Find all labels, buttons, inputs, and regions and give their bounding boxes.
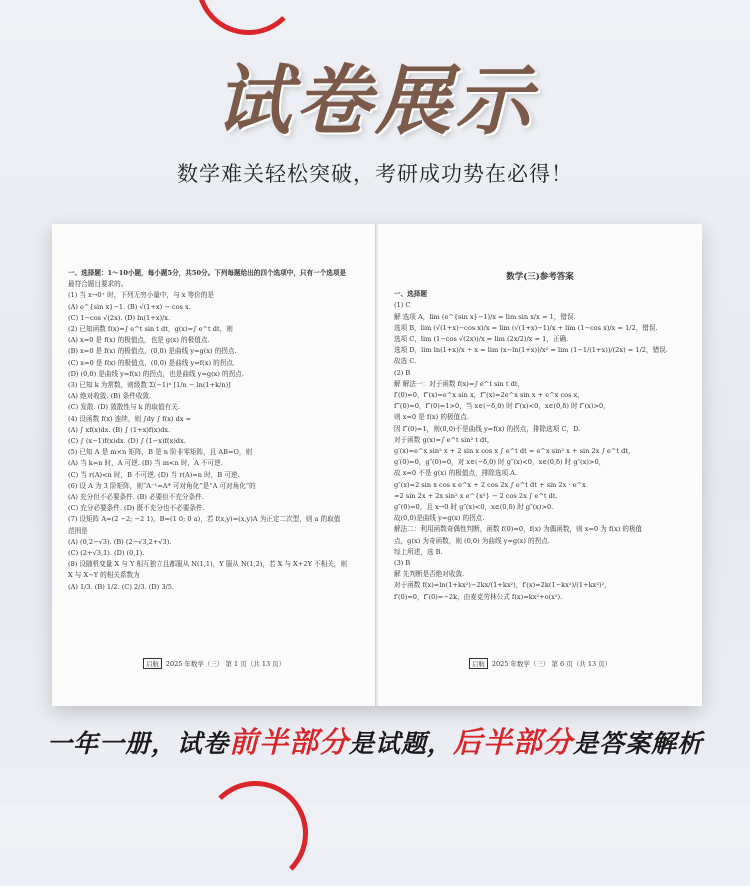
text-line: (C) 充分必要条件. (D) 既不充分也不必要条件. <box>68 504 205 513</box>
decorative-arc-bottom <box>203 781 308 886</box>
text-line: 故(0,0)是曲线 y=g(x) 的拐点. <box>394 514 485 523</box>
answer-title: 数学(三)参考答案 <box>506 272 574 282</box>
text-line: (A) (0,2−√3). (B) (2−√3,2+√3). <box>68 537 172 546</box>
text-line: (A) x=0 是 f(x) 的极值点，也是 g(x) 的极值点. <box>68 336 210 345</box>
publisher-logo: 启航 <box>469 658 488 669</box>
text-line: (3) 已知 k 为常数，则级数 Σ(−1)ⁿ [1/n − ln(1+k/n)] <box>68 381 231 390</box>
text-line: (A) 1/3. (B) 1/2. (C) 2/3. (D) 3/5. <box>68 582 175 591</box>
text-line: (C) 当 r(A)<n 时，B 不可逆. (D) 当 r(A)=n 时，B 可逆. <box>68 470 240 479</box>
text-line: (C) (2+√3,1). (D) (0,1). <box>68 549 145 558</box>
text-line: (C) x=0 是 f(x) 的极值点，(0,0) 是曲线 y=f(x) 的拐点. <box>68 358 236 367</box>
text-line: g″(x)=2 sin x cos x e^x + 2 cos 2x ∫ e^t dt + sin 2x · e^x <box>394 480 586 489</box>
tagline-part: 一年一册，试卷 <box>46 729 229 758</box>
text-line: (A) 绝对收敛. (B) 条件收敛. <box>68 392 152 401</box>
page-footer-right: 启航 2025 年数学（三） 第 6 页（共 13 页） <box>378 658 702 669</box>
text-line: (B) x=0 是 f(x) 的极值点，(0,0) 是曲线 y=g(x) 的拐点. <box>68 347 237 356</box>
text-line: 点，g(x) 为奇函数，则 (0,0) 为曲线 y=g(x) 的拐点. <box>394 536 550 545</box>
text-line: 对于函数 g(x)=∫ e^t sin² t dt， <box>394 435 494 444</box>
text-line: (1) 当 x→0⁺ 时，下列无穷小量中，与 x 等价的是 <box>68 291 214 300</box>
page-footer-left: 启航 2025 年数学（三） 第 1 页（共 13 页） <box>52 658 376 669</box>
text-line: =2 sin 2x + 2x sin² x e^{x²} − 2 cos 2x ∫ e^t dt. <box>394 491 558 500</box>
text-line: 解 解法一：对于函数 f(x)=∫ e^t sin t dt， <box>394 379 525 388</box>
text-line: 范围是 <box>68 526 88 535</box>
text-line: (A) 当 k=n 时，A 可逆. (B) 当 m<n 时，A 不可逆. <box>68 459 223 468</box>
text-line: (8) 设随机变量 X 与 Y 相互独立且都服从 N(1,1)，Y 服从 N(1,2)，若 X 与 X+2Y 不相关，则 <box>68 560 347 569</box>
text-line: 最符合题目要求的。 <box>68 280 128 289</box>
text-line: (C) ∫ (x−1)f(x)dx. (D) ∫ (1−x)f(x)dx. <box>68 437 186 446</box>
text-line: (2) 已知函数 f(x)=∫ e^t sin t dt，g(x)=∫ e^t dt，则 <box>68 325 233 334</box>
text-line: 故 x=0 不是 g(x) 的极值点，排除选项 A. <box>394 469 517 478</box>
text-line: (C) 发散. (D) 敛散性与 k 的取值有关. <box>68 403 180 412</box>
exam-question-page <box>52 224 376 706</box>
text-line: (D) (0,0) 是曲线 y=f(x) 的拐点，也是曲线 y=g(x) 的拐点. <box>68 369 244 378</box>
text-line: (1) C <box>394 301 411 310</box>
text-line: (6) 设 A 为 3 阶矩阵，则“A⁻¹=A* 可对角化”是“A 可对角化”的 <box>68 481 256 490</box>
answer-page <box>378 224 702 706</box>
text-line: g′(x)=e^x sin² x + 2 sin x cos x ∫ e^t dt = e^x sin² x + sin 2x ∫ e^t dt， <box>394 447 635 456</box>
text-line: 选项 C，lim (1−cos √(2x))/x = lim (2x/2)/x = 1，正确. <box>394 335 569 344</box>
text-line: (A) 充分但不必要条件. (B) 必要但不充分条件. <box>68 493 204 502</box>
text-line: (C) 1−cos √(2x). (D) ln(1+x)/x. <box>68 313 171 322</box>
text-line: 对于函数 f(x)=ln(1+kx²)−2kx/(1+kx²)，f′(x)=2k(1−kx²)/(1+kx²)²， <box>394 581 611 590</box>
subtitle: 数学难关轻松突破，考研成功势在必得！ <box>177 162 573 186</box>
text-line: 解 选项 A，lim (e^{sin x}−1)/x = lim sin x/x = 1，错误. <box>394 312 576 321</box>
text-line: 因 f″(0)=1，则(0,0)不是曲线 y=f(x) 的拐点，排除选项 C，D. <box>394 424 581 433</box>
text-line: 解法二：利用函数奇偶性判断，函数 f(0)=0，f(x) 为偶函数，则 x=0 为 f(x) 的极值 <box>394 525 643 534</box>
text-line: (A) ∫ xf(x)dx. (B) ∫ (1+x)f(x)dx. <box>68 425 171 434</box>
text-line: g′(0)=0，g″(0)=0，对 x∈(−δ,0) 时 g″(x)<0，x∈(0,δ) 时 g″(x)>0， <box>394 458 606 467</box>
text-line: f‴(0)=0，f″(0)=1>0，当 x∈(−δ,0) 时 f″(x)<0，x∈(0,δ) 时 f″(x)>0， <box>394 402 610 411</box>
text-line: 选项 D，lim ln(1+x)/x ÷ x = lim (x−ln(1+x))/x² = lim (1−1/(1+x))/(2x) = 1/2，错误. <box>394 346 668 355</box>
tagline <box>0 720 750 761</box>
text-line: f′(0)=0，f″(x)=e^x sin x，f‴(x)=2e^x sin x + e^x cos x， <box>394 391 584 400</box>
text-line: g″(0)=0，且 x→0 时 g″(x)<0，x∈(0,δ) 时 g″(x)>0. <box>394 503 554 512</box>
text-line: (4) 设函数 f(x) 连续，则 ∫dy ∫ f(x) dx = <box>68 414 192 423</box>
tagline-part: 是试题， <box>348 729 453 758</box>
question-text-block <box>68 268 360 593</box>
text-line: 故选 C. <box>394 357 417 366</box>
exam-book-spread <box>52 224 702 706</box>
text-line: (7) 设矩阵 A=(2 −2; −2 1)，B=(1 0; 0 a)，若 f(x,y)=(x,y)A 为正定二次型，则 a 的取值 <box>68 515 341 524</box>
tagline-highlight: 后半部分 <box>453 725 574 759</box>
text-line: X 与 X−Y 的相关系数为 <box>68 571 140 580</box>
text-line: f′(0)=0，f″(0)=−2k，由麦克劳林公式 f(x)=kx²+o(x²). <box>394 592 563 601</box>
text-line: 则 x=0 是 f(x) 的极值点. <box>394 413 469 422</box>
tagline-highlight: 前半部分 <box>228 725 349 759</box>
publisher-logo: 启航 <box>143 658 162 669</box>
page-heading: 试卷展示 <box>215 56 535 145</box>
text-line: 选项 B，lim (√(1+x)−cos x)/x = lim (√(1+x)−1)/x + lim (1−cos x)/x = 1/2，错误. <box>394 323 658 332</box>
text-line: (5) 已知 A 是 m×n 矩阵，B 是 n 阶非零矩阵，且 AB=O，则 <box>68 448 253 457</box>
decorative-arc-top <box>196 0 301 35</box>
text-line: (A) e^{sin x}−1. (B) √(1+x) − cos x. <box>68 302 191 311</box>
text-line: 综上所述，选 B. <box>394 547 443 556</box>
text-line: (2) B <box>394 368 411 377</box>
tagline-part: 是答案解析 <box>573 729 704 758</box>
text-line: 一、选择题：1～10小题，每小题5分，共50分。下列每题给出的四个选项中，只有一个选项是 <box>68 269 347 277</box>
text-line: 一、选择题 <box>394 290 427 299</box>
text-line: (3) B <box>394 559 411 568</box>
text-line: 解 先判断是否绝对收敛. <box>394 570 465 579</box>
answer-text-block <box>394 272 686 603</box>
